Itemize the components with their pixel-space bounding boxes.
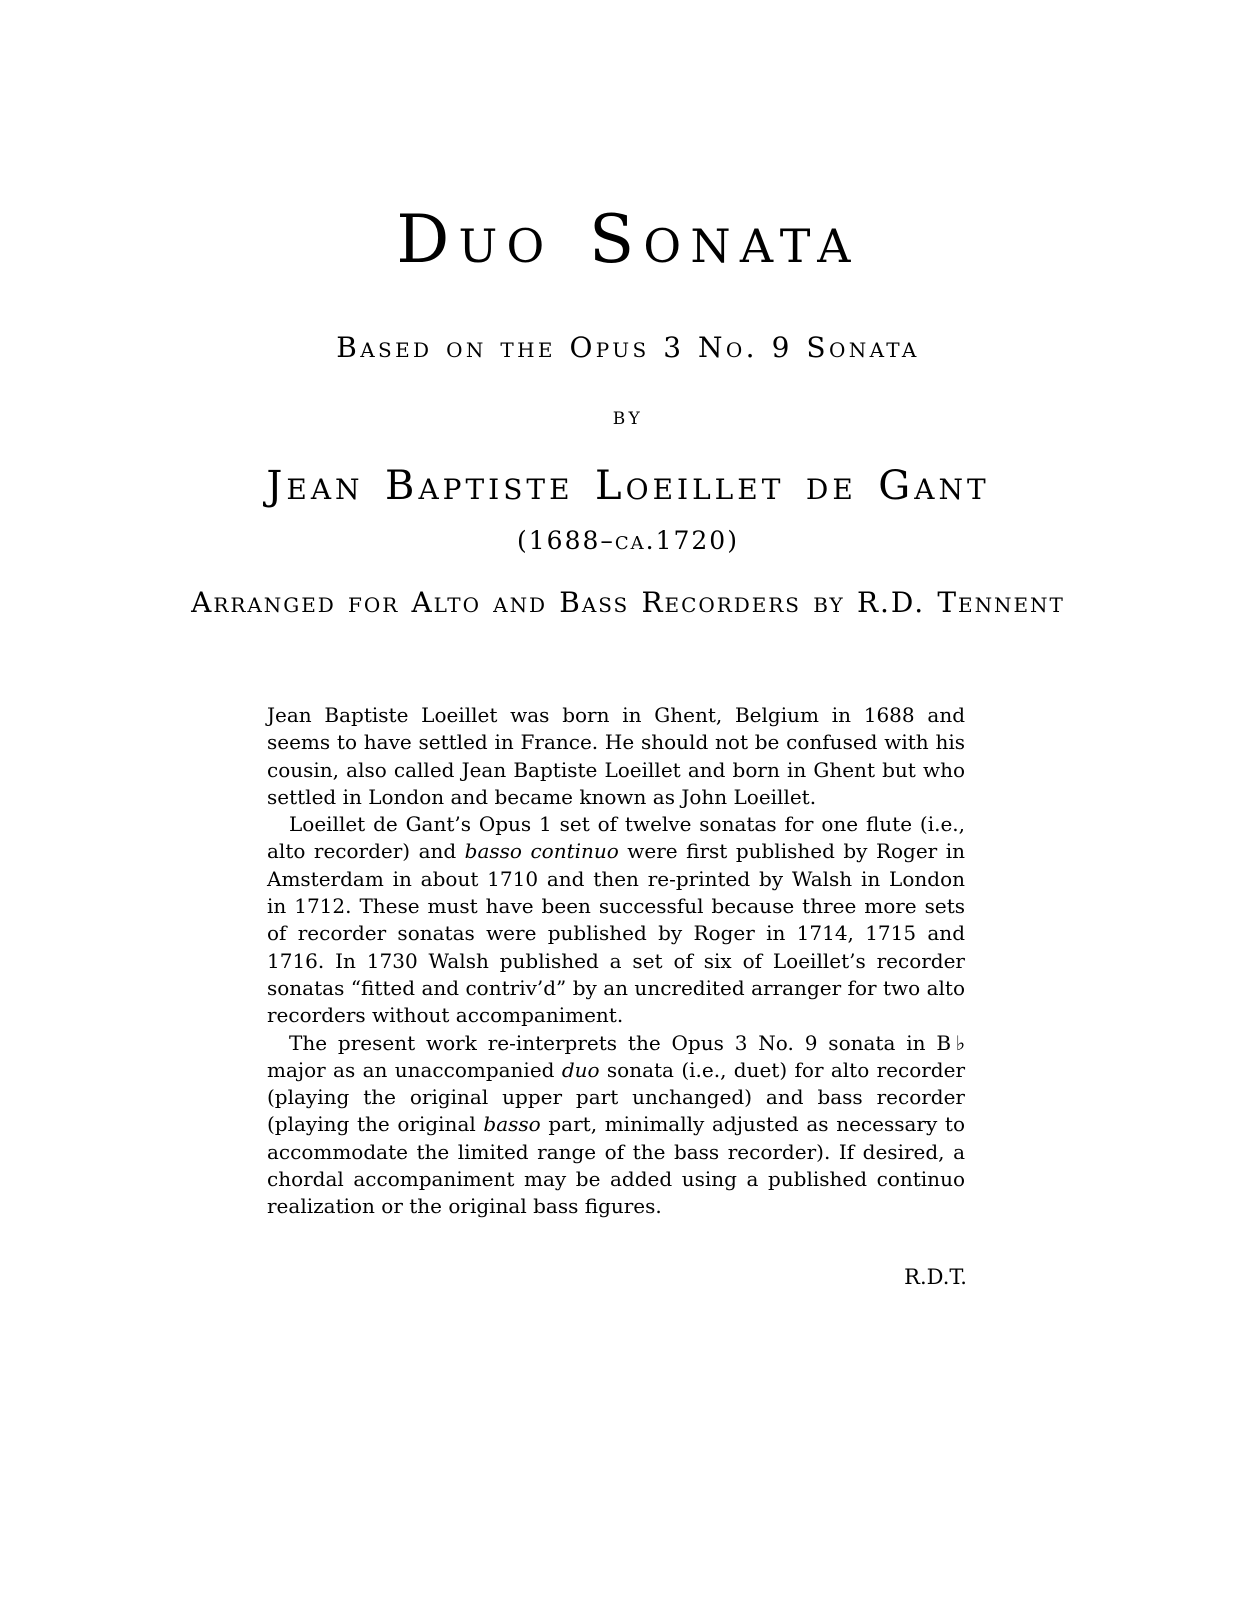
body-text (267, 702, 965, 1221)
subtitle: Based on the Opus 3 No. 9 Sonata (336, 331, 920, 364)
byline: by (612, 402, 644, 430)
text-segment: part, minimally adjusted as necessary to accommodate the limited range of the bass recorder). If desired, a chordal accompaniment may be added using a published continuo realization or the original bass figures. (267, 1112, 966, 1219)
page-title: Duo Sonata (396, 201, 860, 278)
text-segment: Jean Baptiste Loeillet was born in Ghent, Belgium in 1688 and seems to have settled in France. He should not be confused with his cousin, also called Jean Baptiste Loeillet and born in Ghent but who settled in London and became known as John Loeillet. (267, 703, 965, 809)
paragraph (267, 1030, 965, 1221)
text-segment: sonata (i.e., duet) for alto recorder (playing the original upper part unchanged) and bass recorder (playing the original (267, 1057, 965, 1137)
text-segment: Loeillet de Gant’s Opus 1 set of twelve sonatas for one flute (i.e., alto recorder) and (267, 812, 965, 864)
italic-text-segment: basso (483, 1112, 541, 1137)
paragraph (267, 702, 965, 811)
paragraph (267, 811, 965, 1029)
italic-text-segment: duo (561, 1057, 600, 1082)
text-segment: The present work re-interprets the Opus 3 No. 9 sonata in B♭ major as an unaccompanied (267, 1030, 965, 1082)
arrangement-credit: Arranged for Alto and Bass Recorders by R.D. Tennent (191, 586, 1065, 619)
composer-name: Jean Baptiste Loeillet de Gant (266, 463, 990, 509)
composer-dates: (1688–ca.1720) (517, 526, 739, 555)
arranger-initials: R.D.T. (904, 1265, 967, 1289)
italic-text-segment: basso continuo (464, 839, 619, 864)
text-segment: were first published by Roger in Amsterdam in about 1710 and then re-printed by Walsh in London in 1712. These must have been successful because three more sets of recorder sonatas were published by Roger in 1714, 1715 and 1716. In 1730 Walsh published a set of six of Loeillet’s recorder sonatas “fitted and contriv’d” by an uncredited arranger for two alto recorders without accompaniment. (267, 839, 966, 1028)
